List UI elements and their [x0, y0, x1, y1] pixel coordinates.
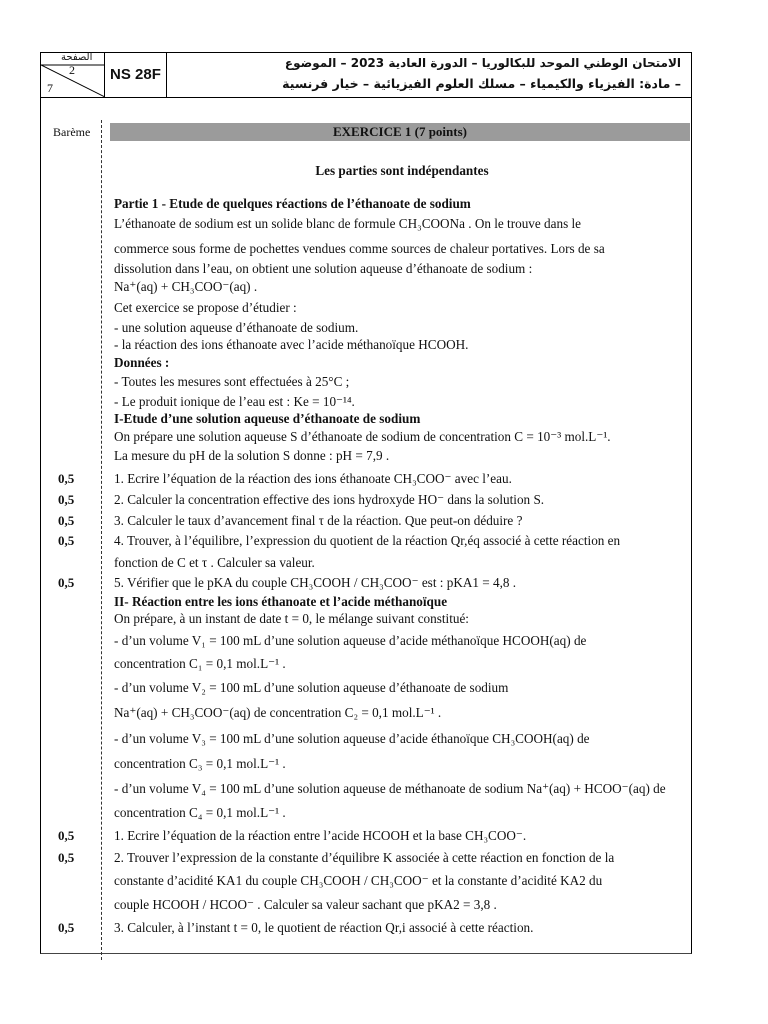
bareme-mark: 0,5	[58, 513, 75, 528]
partie1-para: L’éthanoate de sodium est un solide blanc de formule CH₃COONa . On le trouve dans le	[114, 216, 582, 231]
question-text: 1. Ecrire l’équation de la réaction des ions éthanoate CH₃COO⁻ avec l’eau.	[114, 471, 512, 486]
dissolution-equation: Na⁺(aq) + CH₃COO⁻(aq) .	[114, 279, 258, 294]
bareme-label: Barème	[53, 125, 91, 139]
exam-title-arabic: الامتحان الوطني الموحد للبكالوريا – الدورة العادية 2023 – الموضوع	[284, 56, 681, 70]
section2-text: On prépare, à un instant de date t = 0, le mélange suivant constitué:	[114, 611, 469, 626]
bareme-mark: 0,5	[58, 920, 75, 935]
page-label: الصفحة	[61, 52, 93, 63]
question-text: 1. Ecrire l’équation de la réaction entre l’acide HCOOH et la base CH₃COO⁻.	[114, 828, 527, 843]
donnees-item: - Le produit ionique de l’eau est : Ke = 10⁻¹⁴.	[114, 394, 355, 409]
question-text: constante d’acidité KA1 du couple CH₃COOH / CH₃COO⁻ et la constante d’acidité KA2 du	[114, 873, 603, 888]
partie1-para: commerce sous forme de pochettes vendues comme sources de chaleur portatives. Lors de sa	[114, 241, 605, 256]
section1-text: On prépare une solution aqueuse S d’éthanoate de sodium de concentration C = 10⁻³ mol.L⁻¹.	[114, 429, 611, 444]
section1-title: I-Etude d’une solution aqueuse d’éthanoate de sodium	[114, 411, 421, 426]
donnees-heading: Données :	[114, 355, 170, 370]
subtitle: Les parties sont indépendantes	[315, 163, 489, 178]
section2-title: II- Réaction entre les ions éthanoate et l’acide méthanoïque	[114, 594, 448, 609]
question-text: 2. Trouver l’expression de la constante d’équilibre K associée à cette réaction en fonction de la	[114, 850, 615, 865]
partie1-para: dissolution dans l’eau, on obtient une solution aqueuse d’éthanoate de sodium :	[114, 261, 533, 276]
section2-text: Na⁺(aq) + CH₃COO⁻(aq) de concentration C₂ = 0,1 mol.L⁻¹ .	[114, 705, 442, 720]
bareme-mark: 0,5	[58, 471, 75, 486]
question-text: fonction de C et τ . Calculer sa valeur.	[114, 555, 315, 570]
section2-text: - d’un volume V₂ = 100 mL d’une solution aqueuse d’éthanoate de sodium	[114, 680, 509, 695]
partie1-para: - la réaction des ions éthanoate avec l’acide méthanoïque HCOOH.	[114, 337, 469, 352]
question-text: 4. Trouver, à l’équilibre, l’expression du quotient de la réaction Qr,éq associé à cette réaction en	[114, 533, 621, 548]
section2-text: concentration C₄ = 0,1 mol.L⁻¹ .	[114, 805, 286, 820]
question-text: 2. Calculer la concentration effective des ions hydroxyde HO⁻ dans la solution S.	[114, 492, 545, 507]
bareme-mark: 0,5	[58, 850, 75, 865]
bareme-mark: 0,5	[58, 533, 75, 548]
exam-code: NS 28F	[105, 53, 167, 97]
donnees-item: - Toutes les mesures sont effectuées à 25°C ;	[114, 374, 350, 389]
page-number: 2	[69, 63, 75, 77]
partie1-para: Cet exercice se propose d’étudier :	[114, 300, 297, 315]
question-text: 5. Vérifier que le pKA du couple CH₃COOH / CH₃COO⁻ est : pKA1 = 4,8 .	[114, 575, 517, 590]
margin-dashed-line	[101, 120, 102, 960]
section2-text: - d’un volume V₁ = 100 mL d’une solution aqueuse d’acide méthanoïque HCOOH(aq) de	[114, 633, 587, 648]
bareme-mark: 0,5	[58, 492, 75, 507]
bareme-mark: 0,5	[58, 828, 75, 843]
section1-text: La mesure du pH de la solution S donne : pH = 7,9 .	[114, 448, 390, 463]
exam-subject-arabic: – مادة: الفيزياء والكيمياء – مسلك العلوم الفيزيائية – خيار فرنسية	[282, 76, 681, 91]
partie1-title: Partie 1 - Etude de quelques réactions de l’éthanoate de sodium	[114, 196, 471, 211]
page-total: 7	[47, 81, 53, 95]
partie1-para: - une solution aqueuse d’éthanoate de sodium.	[114, 320, 359, 335]
section2-text: concentration C₁ = 0,1 mol.L⁻¹ .	[114, 656, 286, 671]
section2-text: - d’un volume V₄ = 100 mL d’une solution aqueuse de méthanoate de sodium Na⁺(aq) + HCOO⁻(aq) de	[114, 781, 666, 796]
section2-text: - d’un volume V₃ = 100 mL d’une solution aqueuse d’acide éthanoïque CH₃COOH(aq) de	[114, 731, 590, 746]
exercise-title: EXERCICE 1 (7 points)	[110, 123, 690, 141]
question-text: 3. Calculer, à l’instant t = 0, le quotient de réaction Qr,i associé à cette réaction.	[114, 920, 534, 935]
question-text: couple HCOOH / HCOO⁻ . Calculer sa valeur sachant que pKA2 = 3,8 .	[114, 897, 497, 912]
question-text: 3. Calculer le taux d’avancement final τ de la réaction. Que peut-on déduire ?	[114, 513, 523, 528]
section2-text: concentration C₃ = 0,1 mol.L⁻¹ .	[114, 756, 286, 771]
bareme-mark: 0,5	[58, 575, 75, 590]
